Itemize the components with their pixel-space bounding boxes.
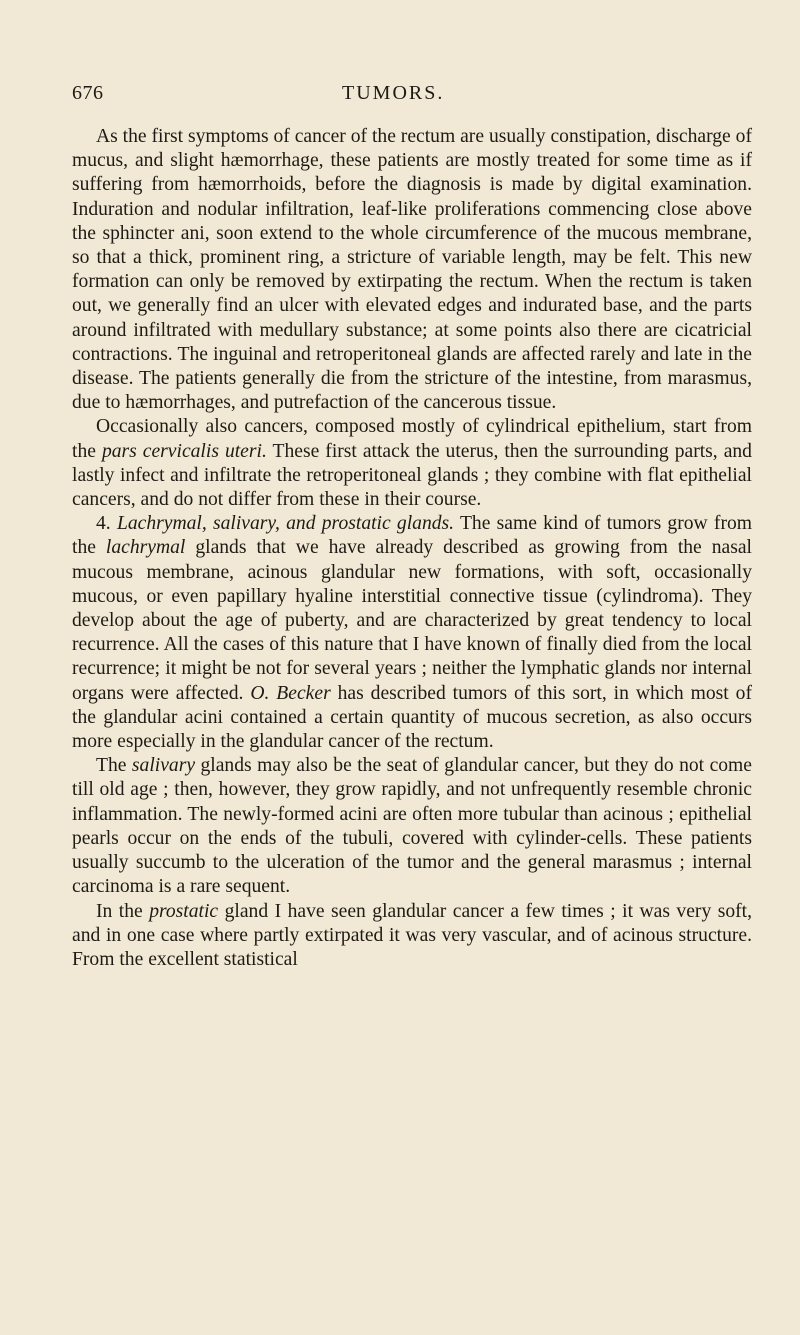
running-title: TUMORS.	[342, 82, 445, 104]
italic-text: pars cervicalis uteri.	[101, 440, 267, 462]
text-run: glands that we have already described as growing from the nasal mucous membrane, acinous glandular new formations, with soft, occasionally mucous, or even papillary hyaline interstitial connective tissue (cylindroma). They develop about the age of puberty, and are characterized by great tendency to local recurrence. All the cases of this nature that I have known of finally died from the local recurrence; it might be not for several years ; neither the lymphatic glands nor internal organs were affected.	[72, 537, 752, 704]
paragraph	[72, 900, 752, 973]
italic-text: Lachrymal, salivary, and prostatic glands.	[116, 513, 455, 535]
text-run: has described tumors of this sort, in which most of the glandular acini contained a certain quantity of mucous secretion, as also occurs more especially in the glandular cancer of the rectum.	[72, 682, 752, 753]
text-run: These first attack the uterus, then the surrounding parts, and lastly infect and infiltrate the retroperitoneal glands ; they combine with flat epithelial cancers, and do not differ from these in their course.	[72, 440, 752, 511]
italic-text: O. Becker	[250, 682, 331, 704]
text-run: As the first symptoms of cancer of the rectum are usually constipation, discharge of mucus, and slight hæmorrhage, these patients are mostly treated for some time as if suffering from hæmorrhoids, before the diagnosis is made by digital examination. Induration and nodular infiltration, leaf-like proliferations commencing close above the sphincter ani, soon extend to the whole circumference of the mucous membrane, so that a thick, prominent ring, a stricture of variable length, may be felt. This new formation can only be removed by extirpating the rectum. When the rectum is taken out, we generally find an ulcer with elevated edges and indurated base, and the parts around infiltrated with medullary substance; at some points also there are cicatricial contractions. The inguinal and retroperitoneal glands are affected rarely and late in the disease. The patients generally die from the stricture of the intestine, from marasmus, due to hæmorrhages, and putrefaction of the cancerous tissue.	[72, 126, 752, 414]
text-run: glands may also be the seat of glandular cancer, but they do not come till old age ; then, however, they grow rapidly, and not unfrequently resemble chronic inflammation. The newly-formed acini are often more tubular than acinous ; epithelial pearls occur on the ends of the tubuli, covered with cylinder-cells. These patients usually succumb to the ulceration of the tumor and the general marasmus ; internal carcinoma is a rare sequent.	[72, 755, 752, 898]
paragraph	[72, 125, 752, 415]
text-run: 4.	[96, 513, 117, 535]
text-run: The same kind of tumors grow from the	[72, 513, 753, 559]
italic-text: salivary	[131, 755, 196, 777]
paragraph	[72, 754, 752, 899]
paragraph	[72, 512, 752, 754]
page-header	[72, 82, 750, 112]
text-run: In the	[96, 900, 150, 922]
body-text	[72, 125, 752, 972]
paragraph	[72, 415, 752, 512]
text-run: The	[96, 755, 132, 777]
page-number: 676	[72, 82, 104, 104]
text-run: gland I have seen glandular cancer a few times ; it was very soft, and in one case where partly extirpated it was very vascular, and of acinous structure. From the excellent statistical	[72, 900, 752, 970]
text-run: Occasionally also cancers, composed mostly of cylindrical epithelium, start from the	[72, 416, 752, 462]
italic-text: prostatic	[149, 900, 219, 922]
italic-text: lachrymal	[105, 537, 186, 559]
